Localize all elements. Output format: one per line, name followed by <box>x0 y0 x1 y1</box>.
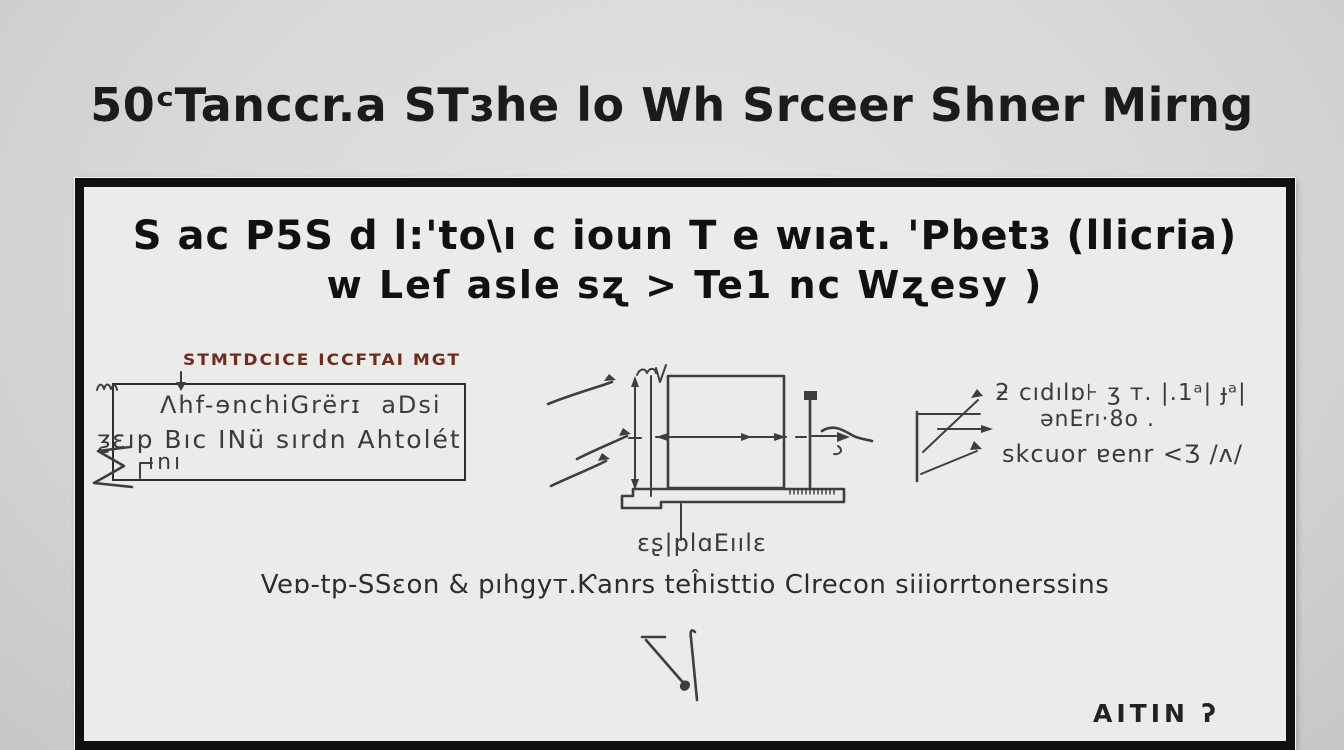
page-title: 50ᶜTanccr.a STɜhe lo Wh Srceer Shner Mirng <box>90 78 1254 132</box>
footer-mark: AITIN ʔ <box>1093 699 1220 728</box>
right-note-line1: ƻ cıdılɒ⊦ ʒ т. |.1ᵃ| ɟᵃ| <box>995 380 1247 406</box>
left-box-text-line3: ını <box>148 450 184 475</box>
diagram-spindle-label: ɛʂ|plɑEıılɛ <box>637 529 767 557</box>
left-box-text-line2: ƺɛıp Bıc INü sırdn Ahtolét <box>97 425 462 454</box>
right-note-line2: ǝnErı·8o . <box>1040 407 1155 432</box>
left-box-title: STMTDCICE ICCFTAI MGT <box>183 350 462 370</box>
right-note-line3: skcuor ɐenr <Ʒ /ʌ/ <box>1002 440 1243 468</box>
slide-frame <box>75 178 1295 750</box>
diagram-caption: Veɒ-tp-SSɛon & pıhgyт.Ƙanrs teĥisttio Clrecon siiiorrtonerssins <box>260 570 1110 600</box>
slide-heading-line2: w Leſ asle sʐ > Te1 nc Wʐesy ) <box>326 263 1044 307</box>
slide-heading-line1: S ac P5S d l:'to\ı c ioun T e wıat. 'Pbetɜ (llicria) <box>132 213 1238 259</box>
left-box-text-line1: Λhf-ɘnchiGrërɪ aDsi <box>160 391 442 419</box>
